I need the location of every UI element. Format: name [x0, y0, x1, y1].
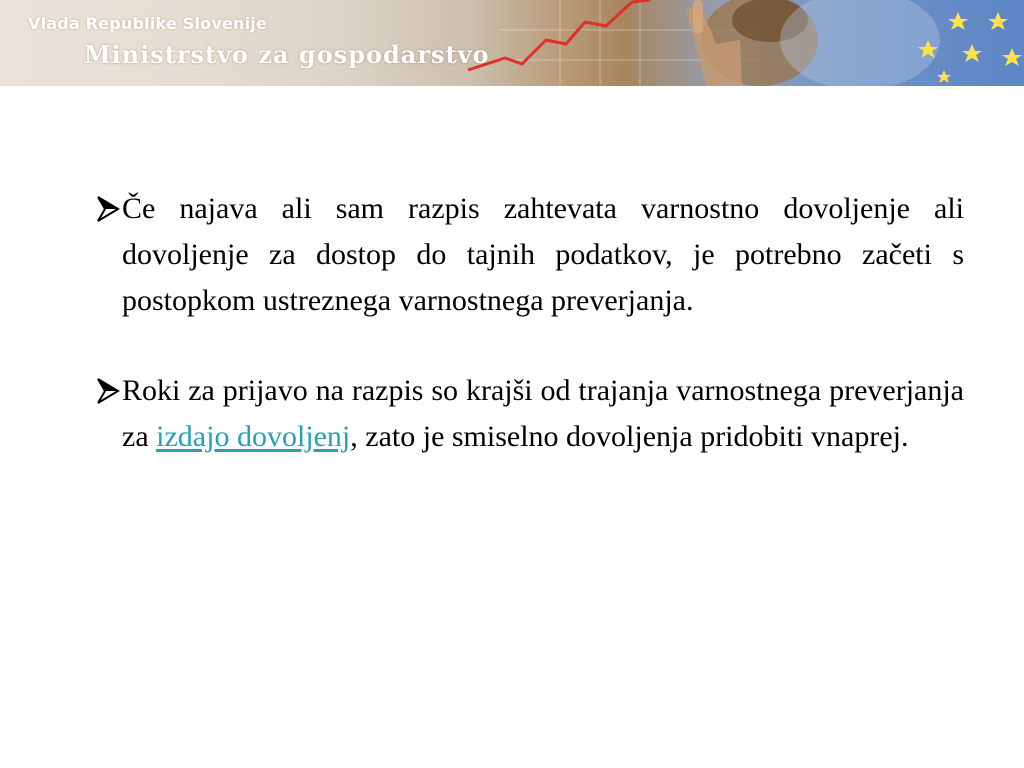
- arrowhead-bullet-icon: [96, 378, 120, 404]
- bullet-text: Če najava ali sam razpis zahtevata varnostno dovoljenje ali dovoljenje za dostop do tajnih podatkov, je potrebno začeti s postopkom ustreznega varnostnega preverjanja.: [122, 192, 964, 317]
- ministry-name: Ministrstvo za gospodarstvo: [84, 40, 490, 69]
- permits-link[interactable]: izdajo dovoljenj: [156, 420, 351, 453]
- header-banner: [0, 0, 1024, 86]
- arrowhead-bullet-icon: [96, 196, 120, 222]
- bullet-item: [96, 186, 964, 324]
- bullet-item: [96, 368, 964, 460]
- bullet-text-before-link: Roki za prijavo na razpis so krajši od trajanja varnostnega preverjanja za: [122, 374, 964, 453]
- bullet-text-after-link: , zato je smiselno dovoljenja pridobiti vnaprej.: [350, 420, 909, 453]
- government-name: Vlada Republike Slovenije: [28, 14, 268, 33]
- slide-content: [96, 186, 964, 460]
